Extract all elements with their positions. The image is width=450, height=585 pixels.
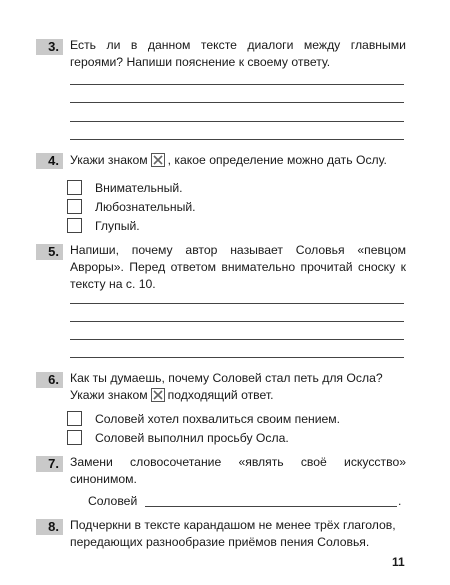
question-5-text: Напиши, почему автор называет Соловья «певцом Авроры». Перед ответом внимательно прочитай сноску к тексту на с. 10.	[70, 243, 406, 291]
question-number-3: 3.	[36, 39, 63, 55]
checkbox-option-1[interactable]	[67, 180, 82, 195]
option-label: Глупый.	[95, 219, 140, 233]
question-3-text: Есть ли в данном тексте диалоги между главными героями? Напиши пояснение к своему ответу.	[70, 38, 406, 69]
answer-line[interactable]	[70, 102, 404, 103]
option-label: Соловей выполнил просьбу Осла.	[95, 431, 289, 445]
x-mark-icon	[151, 388, 165, 402]
question-4-text-after: , какое определение можно дать Ослу.	[167, 153, 387, 167]
x-mark-icon	[151, 153, 165, 167]
question-6-text-before: Как ты думаешь, почему Соловей стал петь для Осла? Укажи знаком	[70, 371, 383, 402]
answer-end-period: .	[398, 494, 402, 508]
checkbox-option-2[interactable]	[67, 199, 82, 214]
checkbox-option-2[interactable]	[67, 430, 82, 445]
answer-line[interactable]	[145, 506, 397, 507]
question-number-8: 8.	[36, 519, 63, 535]
answer-line[interactable]	[70, 139, 404, 140]
question-number-4: 4.	[36, 153, 63, 169]
checkbox-option-3[interactable]	[67, 218, 82, 233]
option-label: Любознательный.	[95, 200, 196, 214]
answer-line[interactable]	[70, 321, 404, 322]
question-number-5: 5.	[36, 244, 63, 260]
answer-label: Соловей	[88, 494, 138, 508]
question-8-text: Подчеркни в тексте карандашом не менее трёх глаголов, передающих разнообразие приёмов пения Соловья.	[70, 518, 396, 549]
question-4-text-before: Укажи знаком	[70, 153, 148, 167]
question-number-7: 7.	[36, 456, 63, 472]
page-number: 11	[392, 555, 405, 569]
answer-line[interactable]	[70, 303, 404, 304]
answer-line[interactable]	[70, 357, 404, 358]
question-6-text-after: подходящий ответ.	[167, 388, 274, 402]
question-number-6: 6.	[36, 372, 63, 388]
checkbox-option-1[interactable]	[67, 411, 82, 426]
question-6-text	[70, 370, 406, 404]
answer-line[interactable]	[70, 84, 404, 85]
option-label: Соловей хотел похвалиться своим пением.	[95, 412, 341, 426]
question-4-text	[70, 152, 406, 169]
answer-line[interactable]	[70, 339, 404, 340]
question-7-text: Замени словосочетание «являть своё искусство» синонимом.	[70, 455, 406, 486]
answer-line[interactable]	[70, 121, 404, 122]
option-label: Внимательный.	[95, 181, 183, 195]
